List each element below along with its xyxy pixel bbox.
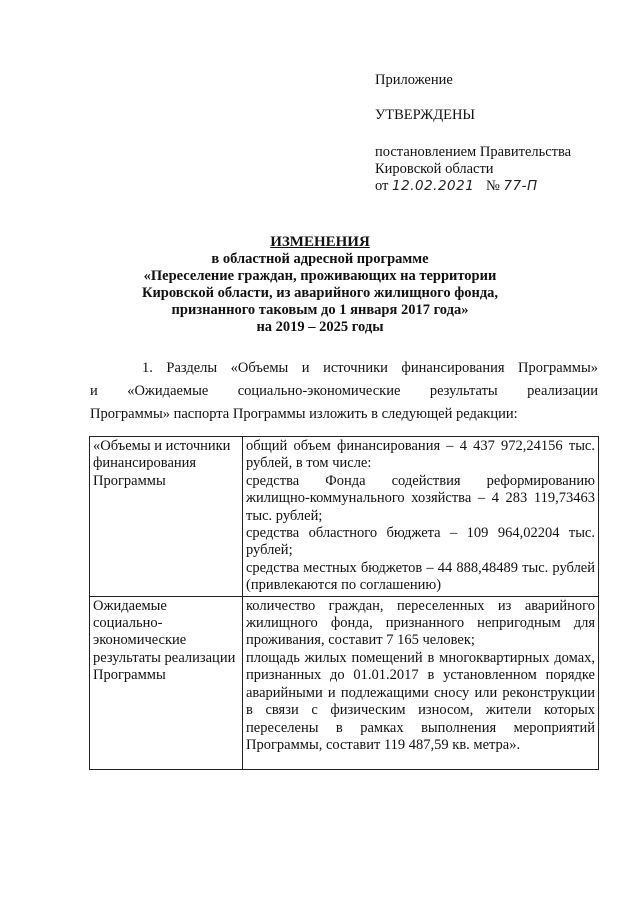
number-prefix: № — [485, 178, 500, 194]
financing-regional: средства областного бюджета – 109 964,02204 тыс. рублей; — [246, 525, 595, 559]
word: Программы» — [518, 360, 598, 376]
financing-total: общий объем финансирования – 4 437 972,24156 тыс. рублей, в том числе: — [246, 438, 595, 472]
paragraph-line-1 — [90, 357, 598, 380]
word: финансирования — [401, 360, 505, 376]
word: и — [90, 383, 98, 399]
document-heading — [100, 234, 540, 336]
word: и — [301, 360, 310, 376]
resolution-line: постановлением Правительства — [375, 144, 572, 160]
heading-title: ИЗМЕНЕНИЯ — [270, 234, 370, 250]
date-number-line — [375, 178, 625, 195]
row-label-results: Ожидаемые социально-экономические результаты реализации Программы — [90, 596, 243, 769]
passport-table — [89, 436, 599, 770]
word: Разделы — [166, 360, 218, 376]
heading-line-5: признанного таковым до 1 января 2017 года» — [171, 302, 469, 318]
word: 1. — [142, 360, 153, 376]
word: социально-экономические — [237, 383, 401, 399]
result-citizens: количество граждан, переселенных из аварийного жилищного фонда, признанного непригодным для проживания, составит 7 165 человек; — [246, 597, 595, 649]
heading-line-6: на 2019 – 2025 годы — [256, 319, 384, 335]
handwritten-date: 12.02.2021 — [392, 178, 475, 194]
word: источники — [323, 360, 388, 376]
intro-paragraph — [90, 357, 598, 426]
heading-line-4: Кировской области, из аварийного жилищного фонда, — [141, 285, 499, 301]
financing-fund: средства Фонда содействия реформированию жилищно-коммунального хозяйства – 4 283 119,73463 тыс. рублей; — [246, 472, 595, 524]
heading-line-3: «Переселение граждан, проживающих на территории — [143, 268, 497, 284]
paragraph-line-2 — [90, 380, 598, 403]
row-label-financing: «Объемы и источники финансирования Программы — [90, 437, 243, 597]
date-prefix: от — [375, 178, 389, 194]
word: реализации — [527, 383, 598, 399]
handwritten-number: 77-П — [503, 178, 538, 194]
row-content-results — [243, 596, 599, 769]
approved-label: УТВЕРЖДЕНЫ — [375, 107, 476, 123]
region-line: Кировской области — [375, 161, 494, 177]
table-row — [90, 437, 599, 597]
heading-line-2: в областной адресной программе — [211, 251, 429, 267]
approval-block — [375, 72, 625, 195]
paragraph-line-3: Программы» паспорта Программы изложить в следующей редакции: — [90, 406, 518, 422]
word: «Объемы — [230, 360, 289, 376]
table-row — [90, 596, 599, 769]
result-area: площадь жилых помещений в многоквартирных домах, признанных до 01.01.2017 в установленном порядке аварийными и подлежащими сносу или реконструкции в связи с физическим износом, жители которых переселены в рамках выполнения мероприятий Программы, составит 119 487,59 кв. метра». — [246, 649, 595, 753]
row-content-financing — [243, 437, 599, 597]
appendix-label: Приложение — [375, 72, 453, 88]
financing-local: средства местных бюджетов – 44 888,48489 тыс. рублей (привлекаются по соглашению) — [246, 559, 595, 594]
word: результаты — [429, 383, 498, 399]
word: «Ожидаемые — [127, 383, 209, 399]
